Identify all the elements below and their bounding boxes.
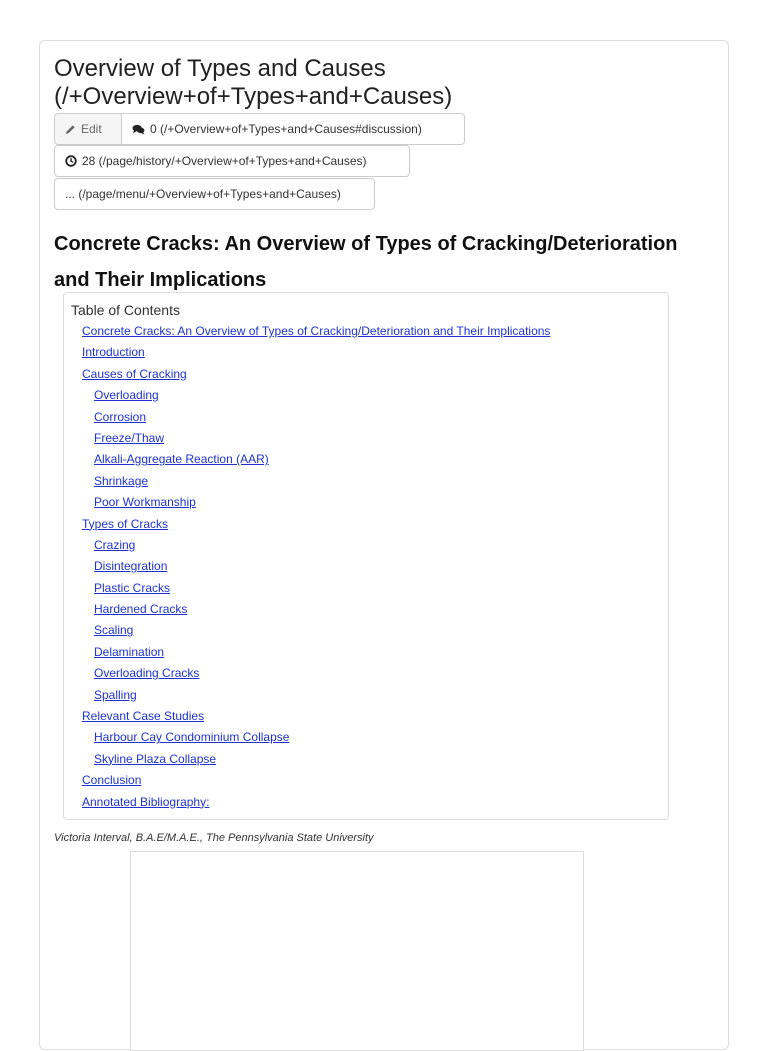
clock-icon bbox=[65, 155, 77, 167]
toc-item bbox=[64, 642, 550, 663]
toc-link[interactable]: Shrinkage bbox=[94, 473, 149, 488]
toc-link[interactable]: Harbour Cay Condominium Collapse bbox=[94, 730, 290, 745]
toc-link[interactable]: Annotated Bibliography: bbox=[82, 794, 210, 809]
toc-item bbox=[64, 749, 550, 770]
toc-link[interactable]: Introduction bbox=[82, 345, 145, 360]
discussion-button-label: 0 (/+Overview+of+Types+and+Causes#discussion) bbox=[150, 122, 422, 136]
article-heading: Concrete Cracks: An Overview of Types of Cracking/Deterioration and Their Implications bbox=[54, 233, 678, 291]
toc-link[interactable]: Spalling bbox=[94, 687, 137, 702]
toc-item bbox=[64, 535, 550, 556]
toc-item bbox=[64, 321, 550, 342]
history-button[interactable] bbox=[54, 145, 410, 177]
toc-link[interactable]: Delamination bbox=[94, 644, 165, 659]
toc-item bbox=[64, 449, 550, 470]
history-button-label: 28 (/page/history/+Overview+of+Types+and+Causes) bbox=[82, 154, 367, 168]
toc-link[interactable]: Relevant Case Studies bbox=[82, 709, 205, 724]
toc-item bbox=[64, 706, 550, 727]
toc-title: Table of Contents bbox=[71, 302, 180, 318]
toc-link[interactable]: Disintegration bbox=[94, 559, 168, 574]
toc-link[interactable]: Freeze/Thaw bbox=[94, 430, 165, 445]
edit-button[interactable] bbox=[54, 113, 122, 145]
toc-item bbox=[64, 578, 550, 599]
toc-item bbox=[64, 514, 550, 535]
comments-icon bbox=[132, 124, 145, 135]
toc-link[interactable]: Overloading bbox=[94, 388, 159, 403]
toc-item bbox=[64, 792, 550, 813]
toc-link[interactable]: Scaling bbox=[94, 623, 134, 638]
toc-link[interactable]: Corrosion bbox=[94, 409, 147, 424]
toc-item bbox=[64, 620, 550, 641]
toc-item bbox=[64, 599, 550, 620]
toc-link[interactable]: Concrete Cracks: An Overview of Types of Cracking/Deterioration and Their Implications bbox=[82, 324, 551, 338]
toc-item bbox=[64, 428, 550, 449]
toc-link[interactable]: Overloading Cracks bbox=[94, 666, 200, 681]
toc-list bbox=[64, 321, 550, 813]
toc-link[interactable]: Skyline Plaza Collapse bbox=[94, 751, 217, 766]
toc-item bbox=[64, 364, 550, 385]
toc-link[interactable]: Alkali-Aggregate Reaction (AAR) bbox=[94, 452, 269, 467]
toc-link[interactable]: Plastic Cracks bbox=[94, 580, 171, 595]
page-title: Overview of Types and Causes (/+Overview+of+Types+and+Causes) bbox=[54, 55, 453, 110]
author-byline: Victoria Interval, B.A.E/M.A.E., The Pennsylvania State University bbox=[54, 832, 374, 844]
toc-link[interactable]: Types of Cracks bbox=[82, 516, 169, 531]
page-menu-button[interactable] bbox=[54, 178, 375, 210]
toc-item bbox=[64, 685, 550, 706]
toc-item bbox=[64, 663, 550, 684]
toc-item bbox=[64, 471, 550, 492]
toc-item bbox=[64, 492, 550, 513]
toc-item bbox=[64, 727, 550, 748]
edit-button-label: Edit bbox=[81, 122, 102, 136]
toc-link[interactable]: Causes of Cracking bbox=[82, 366, 187, 381]
toc-link[interactable]: Hardened Cracks bbox=[94, 602, 188, 617]
toc-link[interactable]: Crazing bbox=[94, 537, 136, 552]
toc-item bbox=[64, 770, 550, 791]
toc-link[interactable]: Conclusion bbox=[82, 773, 142, 788]
article-image-frame bbox=[130, 851, 584, 1051]
toc-item bbox=[64, 385, 550, 406]
toc-item bbox=[64, 342, 550, 363]
toc-item bbox=[64, 407, 550, 428]
discussion-button[interactable] bbox=[121, 113, 465, 145]
toc-item bbox=[64, 556, 550, 577]
table-of-contents bbox=[63, 292, 669, 820]
page-menu-button-label: ... (/page/menu/+Overview+of+Types+and+Causes) bbox=[65, 187, 341, 201]
pencil-icon bbox=[65, 124, 76, 135]
toc-link[interactable]: Poor Workmanship bbox=[94, 495, 196, 510]
